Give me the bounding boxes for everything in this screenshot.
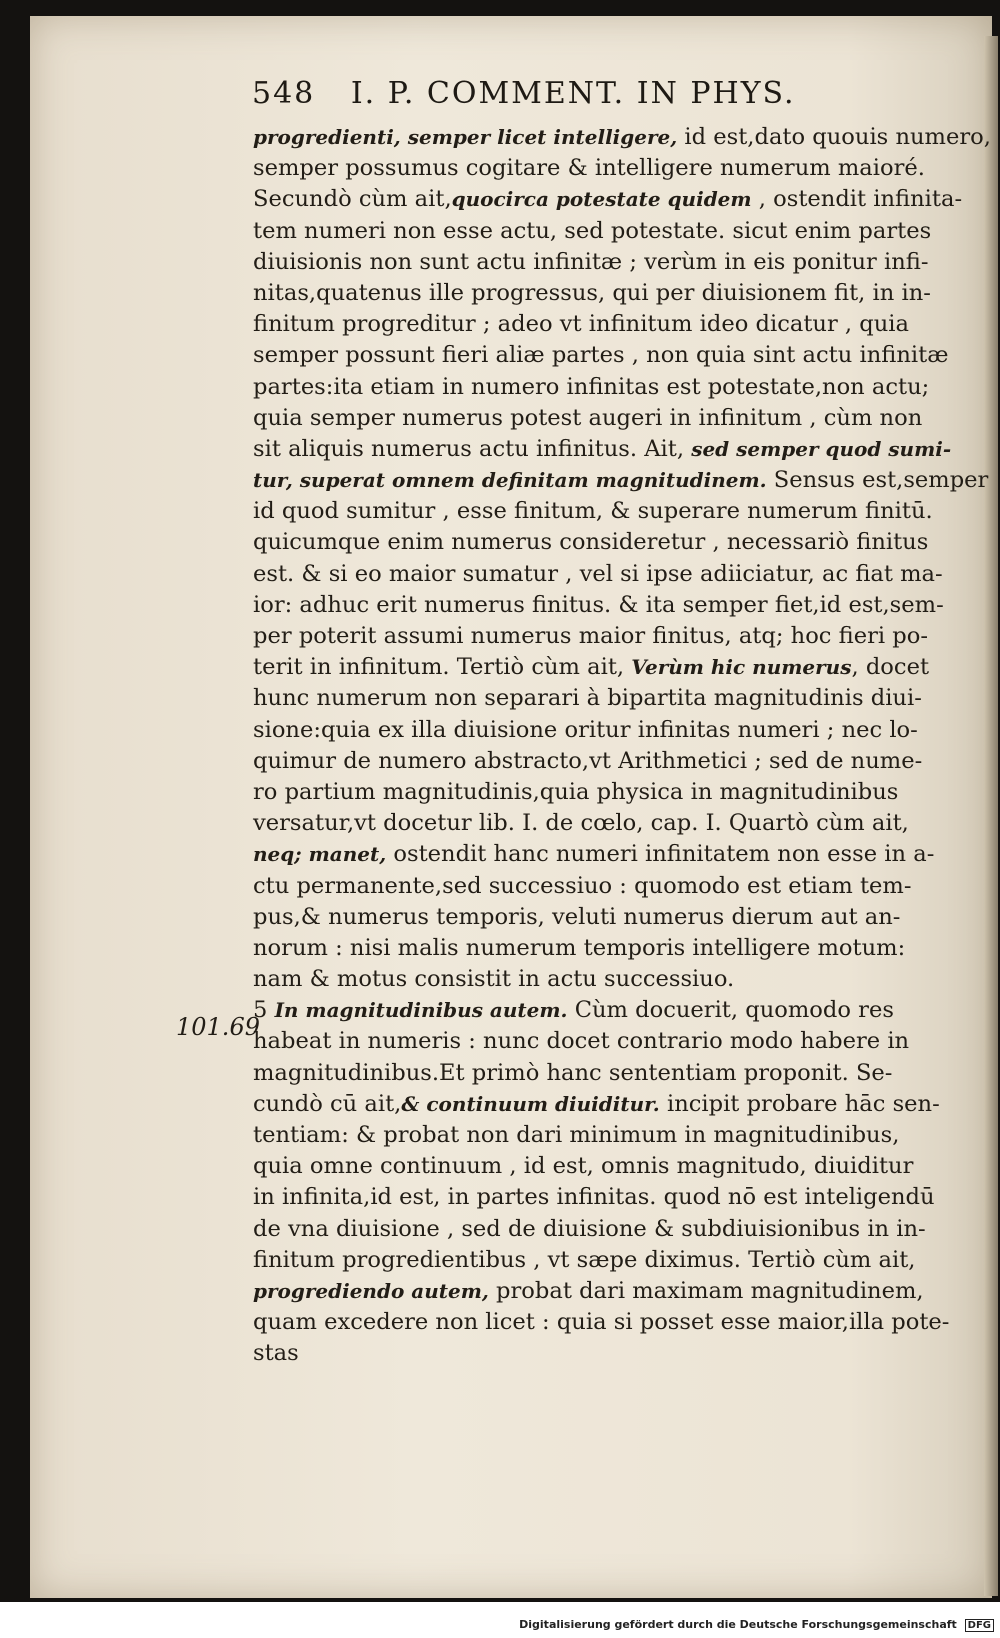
text-line bbox=[253, 372, 930, 403]
running-title: I. P. COMMENT. IN PHYS. bbox=[350, 76, 796, 111]
text-run: ostendit hanc numeri infinitatem non esse in a- bbox=[386, 841, 935, 868]
text-line bbox=[253, 1214, 926, 1245]
text-run: sit aliquis numerus actu infinitus. Ait, bbox=[253, 435, 692, 462]
text-run: est. & si eo maior sumatur , vel si ipse adiiciatur, ac fiat ma- bbox=[253, 560, 943, 587]
text-line bbox=[253, 839, 935, 870]
text-line bbox=[253, 184, 963, 215]
text-line bbox=[253, 933, 923, 964]
text-line bbox=[253, 652, 930, 683]
text-run: Sensus est,semper bbox=[766, 467, 989, 494]
text-run: ior: adhuc erit numerus finitus. & ita semper fiet,id est,sem- bbox=[253, 591, 944, 618]
text-line bbox=[253, 1151, 923, 1182]
text-line bbox=[253, 122, 991, 153]
italic-lemma: quocirca potestate quidem bbox=[451, 187, 752, 212]
text-line bbox=[253, 527, 929, 558]
text-line bbox=[253, 559, 943, 590]
text-line bbox=[253, 153, 923, 184]
italic-lemma: sed semper quod sumi- bbox=[691, 436, 952, 461]
text-run: semper possunt fieri aliæ partes , non quia sint actu infinitæ bbox=[253, 342, 949, 369]
text-run: in infinita,id est, in partes infinitas. quod nō est inteligendū bbox=[253, 1184, 935, 1211]
text-run: per poterit assumi numerus maior finitus, atq; hoc fieri po- bbox=[253, 623, 928, 649]
italic-lemma: In magnitudinibus autem. bbox=[274, 998, 568, 1023]
text-line bbox=[253, 902, 923, 933]
italic-lemma: Verùm hic numerus bbox=[631, 655, 852, 680]
text-line bbox=[253, 1026, 923, 1057]
italic-lemma: progredienti, semper licet intelligere, bbox=[253, 125, 678, 149]
text-run: hunc numerum non separari à bipartita magnitudinis diui- bbox=[253, 685, 922, 712]
text-line bbox=[253, 216, 932, 247]
text-run: quimur de numero abstracto,vt Arithmetici ; sed de nume- bbox=[253, 747, 923, 774]
text-line bbox=[253, 1338, 923, 1369]
text-line bbox=[253, 995, 923, 1026]
page-edge bbox=[984, 36, 998, 1596]
text-run: ctu permanente,sed successiuo : quomodo est etiam tem- bbox=[253, 872, 912, 899]
text-run: ro partium magnitudinis,quia physica in magnitudinibus bbox=[253, 778, 899, 805]
text-run: quam excedere non licet : quia si posset esse maior,illa pote- bbox=[253, 1309, 950, 1336]
text-run: id quod sumitur , esse finitum, & superare numerum finitū. bbox=[253, 498, 933, 525]
italic-lemma: neq; manet, bbox=[253, 842, 387, 867]
text-run: , docet bbox=[851, 654, 930, 681]
text-run: partes:ita etiam in numero infinitas est potestate,non actu; bbox=[253, 373, 930, 400]
margin-note: 101.69 bbox=[176, 1013, 260, 1041]
text-line bbox=[253, 465, 989, 496]
text-run: tem numeri non esse actu, sed potestate. sicut enim partes bbox=[253, 217, 932, 244]
text-line bbox=[253, 683, 923, 714]
text-line bbox=[253, 1120, 923, 1151]
text-run: , ostendit infinita- bbox=[751, 186, 963, 213]
text-run: id est,dato quouis numero, bbox=[677, 124, 991, 150]
page-header bbox=[252, 76, 892, 111]
text-line bbox=[253, 715, 923, 746]
text-run: norum : nisi malis numerum temporis intelligere motum: bbox=[253, 934, 906, 961]
text-run: stas bbox=[253, 1340, 299, 1367]
italic-lemma: & continuum diuiditur. bbox=[401, 1091, 660, 1116]
text-run: finitum progredientibus , vt sæpe diximus. Tertiò cùm ait, bbox=[253, 1246, 916, 1273]
text-run: tentiam: & probat non dari minimum in magnitudinibus, bbox=[253, 1122, 900, 1148]
text-run: Secundò cùm ait, bbox=[253, 186, 452, 213]
text-line bbox=[253, 871, 923, 902]
text-run: quicumque enim numerus consideretur , necessariò finitus bbox=[253, 529, 929, 556]
text-line bbox=[253, 1089, 940, 1120]
text-run: 5 bbox=[253, 997, 275, 1024]
credit-text: Digitalisierung gefördert durch die Deutsche Forschungsgemeinschaft bbox=[519, 1618, 957, 1631]
page-number: 548 bbox=[252, 76, 316, 111]
text-run: terit in infinitum. Tertiò cùm ait, bbox=[253, 654, 632, 681]
text-line bbox=[253, 964, 923, 995]
text-line bbox=[253, 340, 949, 371]
text-line bbox=[253, 1058, 923, 1089]
text-line bbox=[253, 621, 928, 652]
text-run: finitum progreditur ; adeo vt infinitum ideo dicatur , quia bbox=[253, 311, 910, 338]
text-line bbox=[253, 496, 933, 527]
digitization-credit bbox=[519, 1618, 994, 1632]
italic-lemma: tur, superat omnem definitam magnitudinem. bbox=[253, 468, 767, 493]
italic-lemma: progrediendo autem, bbox=[253, 1278, 489, 1303]
body-text bbox=[253, 122, 991, 1370]
text-line bbox=[253, 403, 923, 434]
text-line bbox=[253, 1307, 950, 1338]
text-run: quia semper numerus potest augeri in infinitum , cùm non bbox=[253, 404, 923, 431]
text-run: magnitudinibus.Et primò hanc sententiam proponit. Se- bbox=[253, 1059, 893, 1086]
text-line bbox=[253, 1276, 923, 1307]
text-line bbox=[253, 808, 923, 839]
text-run: nam & motus consistit in actu successiuo. bbox=[253, 966, 735, 993]
text-run: versatur,vt docetur lib. I. de cœlo, cap. I. Quartò cùm ait, bbox=[253, 810, 909, 837]
text-run: Cùm docuerit, quomodo res bbox=[567, 997, 894, 1024]
text-line bbox=[253, 309, 923, 340]
text-line bbox=[253, 1245, 923, 1276]
text-line bbox=[253, 247, 929, 278]
text-line bbox=[253, 590, 944, 621]
text-run: pus,& numerus temporis, veluti numerus dierum aut an- bbox=[253, 903, 901, 930]
text-run: sione:quia ex illa diuisione oritur infinitas numeri ; nec lo- bbox=[253, 716, 918, 743]
text-line bbox=[253, 278, 931, 309]
text-run: habeat in numeris : nunc docet contrario modo habere in bbox=[253, 1028, 910, 1055]
text-run: diuisionis non sunt actu infinitæ ; verùm in eis ponitur infi- bbox=[253, 248, 929, 275]
text-run: cundò cū ait, bbox=[253, 1090, 402, 1117]
text-line bbox=[253, 746, 923, 777]
text-run: probat dari maximam magnitudinem, bbox=[488, 1277, 924, 1304]
text-run: de vna diuisione , sed de diuisione & subdiuisionibus in in- bbox=[253, 1215, 926, 1242]
text-run: quia omne continuum , id est, omnis magnitudo, diuiditur bbox=[253, 1153, 914, 1180]
text-line bbox=[253, 777, 923, 808]
text-run: incipit probare hāc sen- bbox=[659, 1090, 940, 1117]
dfg-logo: DFG bbox=[965, 1619, 994, 1632]
text-run: nitas,quatenus ille progressus, qui per diuisionem fit, in in- bbox=[253, 279, 931, 306]
text-line bbox=[253, 434, 952, 465]
text-run: semper possumus cogitare & intelligere numerum maioré. bbox=[253, 155, 925, 182]
text-line bbox=[253, 1182, 935, 1213]
